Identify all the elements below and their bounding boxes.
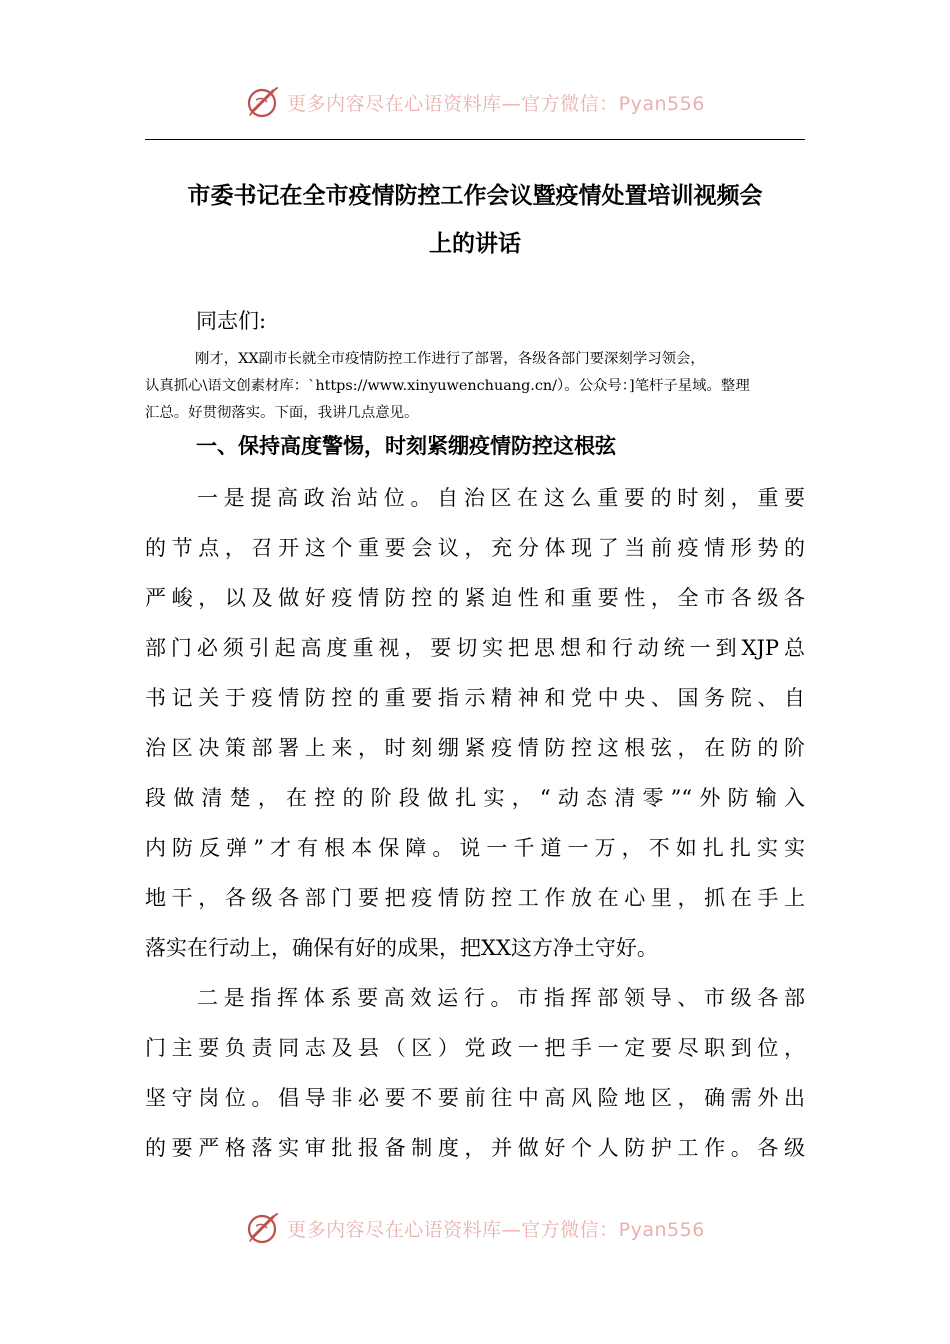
- paragraph-line: 门主要负责同志及县（区）党政一把手一定要尽职到位，: [145, 1036, 805, 1060]
- section-heading: 一、保持高度警惕，时刻紧绷疫情防控这根弦: [196, 434, 616, 458]
- intro-line: 汇总。好贯彻落实。下面，我讲几点意见。: [145, 405, 419, 421]
- paragraph-line: 段做清楚，在控的阶段做扎实，“动态清零”“外防输入: [145, 786, 805, 810]
- intro-line: 刚才，XX副市长就全市疫情防控工作进行了部署，各级各部门要深刻学习领会，: [195, 351, 705, 367]
- paragraph-line: 严峻，以及做好疫情防控的紧迫性和重要性，全市各级各: [145, 586, 805, 610]
- paragraph-line: 落实在行动上，确保有好的成果，把XX这方净土守好。: [145, 936, 658, 960]
- title-line: 市委书记在全市疫情防控工作会议暨疫情处置培训视频会: [187, 183, 763, 209]
- paragraph-line: 地干，各级各部门要把疫情防控工作放在心里，抓在手上: [145, 886, 805, 910]
- paragraph-line: 的要严格落实审批报备制度，并做好个人防护工作。各级: [145, 1136, 805, 1160]
- paragraph-line: 书记关于疫情防控的重要指示精神和党中央、国务院、自: [145, 686, 805, 710]
- paragraph-line: 的节点，召开这个重要会议，充分体现了当前疫情形势的: [145, 536, 805, 560]
- intro-paragraph: [145, 346, 805, 427]
- pen-logo-icon: [245, 1210, 281, 1246]
- banner-text: 更多内容尽在心语资料库—官方微信：Pyan556: [287, 1218, 705, 1241]
- paragraph-line: 内防反弹”才有根本保障。说一千道一万，不如扎扎实实: [145, 836, 805, 860]
- greeting: 同志们:: [196, 309, 267, 333]
- header-banner: [0, 82, 950, 122]
- intro-line: 认真抓心\语文创素材库：`https://www.xinyuwenchuang.cn/）。公众号：]笔杆子星域。整理: [145, 378, 750, 394]
- paragraph-line: 二是指挥体系要高效运行。市指挥部领导、市级各部: [197, 986, 805, 1010]
- paragraph-line: 治区决策部署上来，时刻绷紧疫情防控这根弦，在防的阶: [145, 736, 805, 760]
- paragraph-line: 一是提高政治站位。自治区在这么重要的时刻，重要: [197, 486, 805, 510]
- footer-banner: [0, 1208, 950, 1248]
- header-divider: [145, 139, 805, 140]
- paragraph-line: 坚守岗位。倡导非必要不要前往中高风险地区，确需外出: [145, 1086, 805, 1110]
- body-text: [145, 473, 805, 1173]
- title-line: 上的讲话: [429, 231, 521, 257]
- paragraph-line: 部门必须引起高度重视，要切实把思想和行动统一到XJP总: [145, 636, 805, 660]
- pen-logo-icon: [245, 84, 281, 120]
- banner-text: 更多内容尽在心语资料库—官方微信：Pyan556: [287, 92, 705, 115]
- document-title: [145, 172, 805, 268]
